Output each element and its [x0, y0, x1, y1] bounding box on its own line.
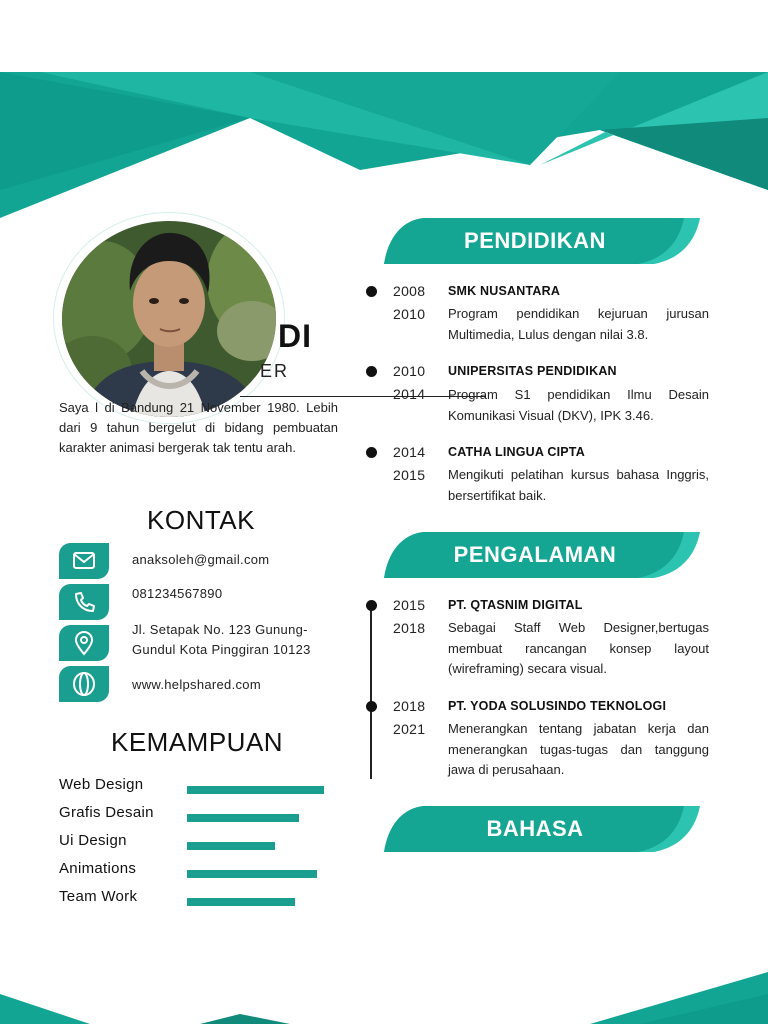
skill-label: Animations [59, 860, 137, 877]
location-pin-icon [59, 625, 109, 661]
contact-website [59, 666, 349, 706]
skill-bar [187, 898, 327, 906]
skill-label: Team Work [59, 888, 138, 905]
skill-bar [187, 870, 327, 878]
bahasa-banner [384, 806, 700, 852]
kontak-heading: KONTAK [147, 505, 255, 535]
skill-label: Web Design [59, 776, 144, 793]
address-text: Jl. Setapak No. 123 Gunung-Gundul Kota Pinggiran 10123 [132, 622, 311, 657]
email-text: anaksoleh@gmail.com [132, 552, 270, 567]
entry-start-year: 2015 [393, 597, 426, 613]
contact-phone [59, 584, 349, 624]
skill-bar-fill [187, 898, 295, 906]
entry-end-year: 2010 [393, 306, 426, 322]
entry-start-year: 2018 [393, 698, 426, 714]
timeline-dot [366, 447, 377, 458]
footer-decoration [0, 964, 768, 1024]
timeline-dot [366, 600, 377, 611]
contact-address [59, 622, 349, 665]
skill-bar-fill [187, 786, 324, 794]
timeline-dot [366, 286, 377, 297]
timeline-line [370, 605, 372, 779]
header-decoration [0, 0, 768, 230]
entry-title: UNIPERSITAS PENDIDIKAN [448, 364, 617, 378]
entry-description: Menerangkan tentang jabatan kerja dan menerangkan tugas-tugas dan tanggung jawa di perusahaan. [448, 721, 709, 777]
skill-bar-fill [187, 842, 275, 850]
globe-icon [59, 666, 109, 702]
bahasa-heading: BAHASA [486, 816, 584, 841]
entry-end-year: 2015 [393, 467, 426, 483]
skill-bar [187, 814, 327, 822]
entry-description: Program pendidikan kejuruan jurusan Multimedia, Lulus dengan nilai 3.8. [448, 306, 709, 342]
skill-label: Grafis Desain [59, 804, 154, 821]
contact-email [59, 543, 349, 583]
entry-description: Program S1 pendidikan Ilmu Desain Komunikasi Visual (DKV), IPK 3.46. [448, 387, 709, 423]
phone-icon [59, 584, 109, 620]
skill-bar [187, 786, 327, 794]
profile-photo [62, 221, 276, 417]
timeline-dot [366, 701, 377, 712]
skill-bar [187, 842, 327, 850]
phone-text: 081234567890 [132, 586, 223, 601]
entry-start-year: 2010 [393, 363, 426, 379]
pengalaman-heading: PENGALAMAN [453, 542, 617, 567]
timeline-dot [366, 366, 377, 377]
pendidikan-heading: PENDIDIKAN [464, 228, 606, 253]
entry-end-year: 2018 [393, 620, 426, 636]
skill-label: Ui Design [59, 832, 127, 849]
entry-title: CATHA LINGUA CIPTA [448, 445, 585, 459]
entry-description: Mengikuti pelatihan kursus bahasa Inggris, bersertifikat baik. [448, 467, 709, 503]
entry-start-year: 2014 [393, 444, 426, 460]
entry-title: PT. QTASNIM DIGITAL [448, 598, 583, 612]
entry-title: SMK NUSANTARA [448, 284, 561, 298]
pengalaman-banner [384, 532, 700, 578]
entry-description: Sebagai Staff Web Designer,bertugas membuat rancangan konsep layout (wireframing) secara visual. [448, 620, 709, 676]
profile-role: ER [260, 361, 290, 381]
entry-end-year: 2014 [393, 386, 426, 402]
email-icon [59, 543, 109, 579]
profile-name: DI [278, 318, 312, 354]
entry-start-year: 2008 [393, 283, 426, 299]
kemampuan-heading: KEMAMPUAN [111, 727, 284, 757]
skill-bar-fill [187, 814, 299, 822]
entry-end-year: 2021 [393, 721, 426, 737]
skill-bar-fill [187, 870, 317, 878]
entry-title: PT. YODA SOLUSINDO TEKNOLOGI [448, 699, 667, 713]
pendidikan-banner [384, 218, 700, 264]
website-text: www.helpshared.com [132, 677, 261, 692]
about-text: Saya l di Bandung 21 November 1980. Lebih dari 9 tahun bergelut di bidang pembuatan karakter animasi bergerak tak tentu arah. [59, 400, 338, 455]
